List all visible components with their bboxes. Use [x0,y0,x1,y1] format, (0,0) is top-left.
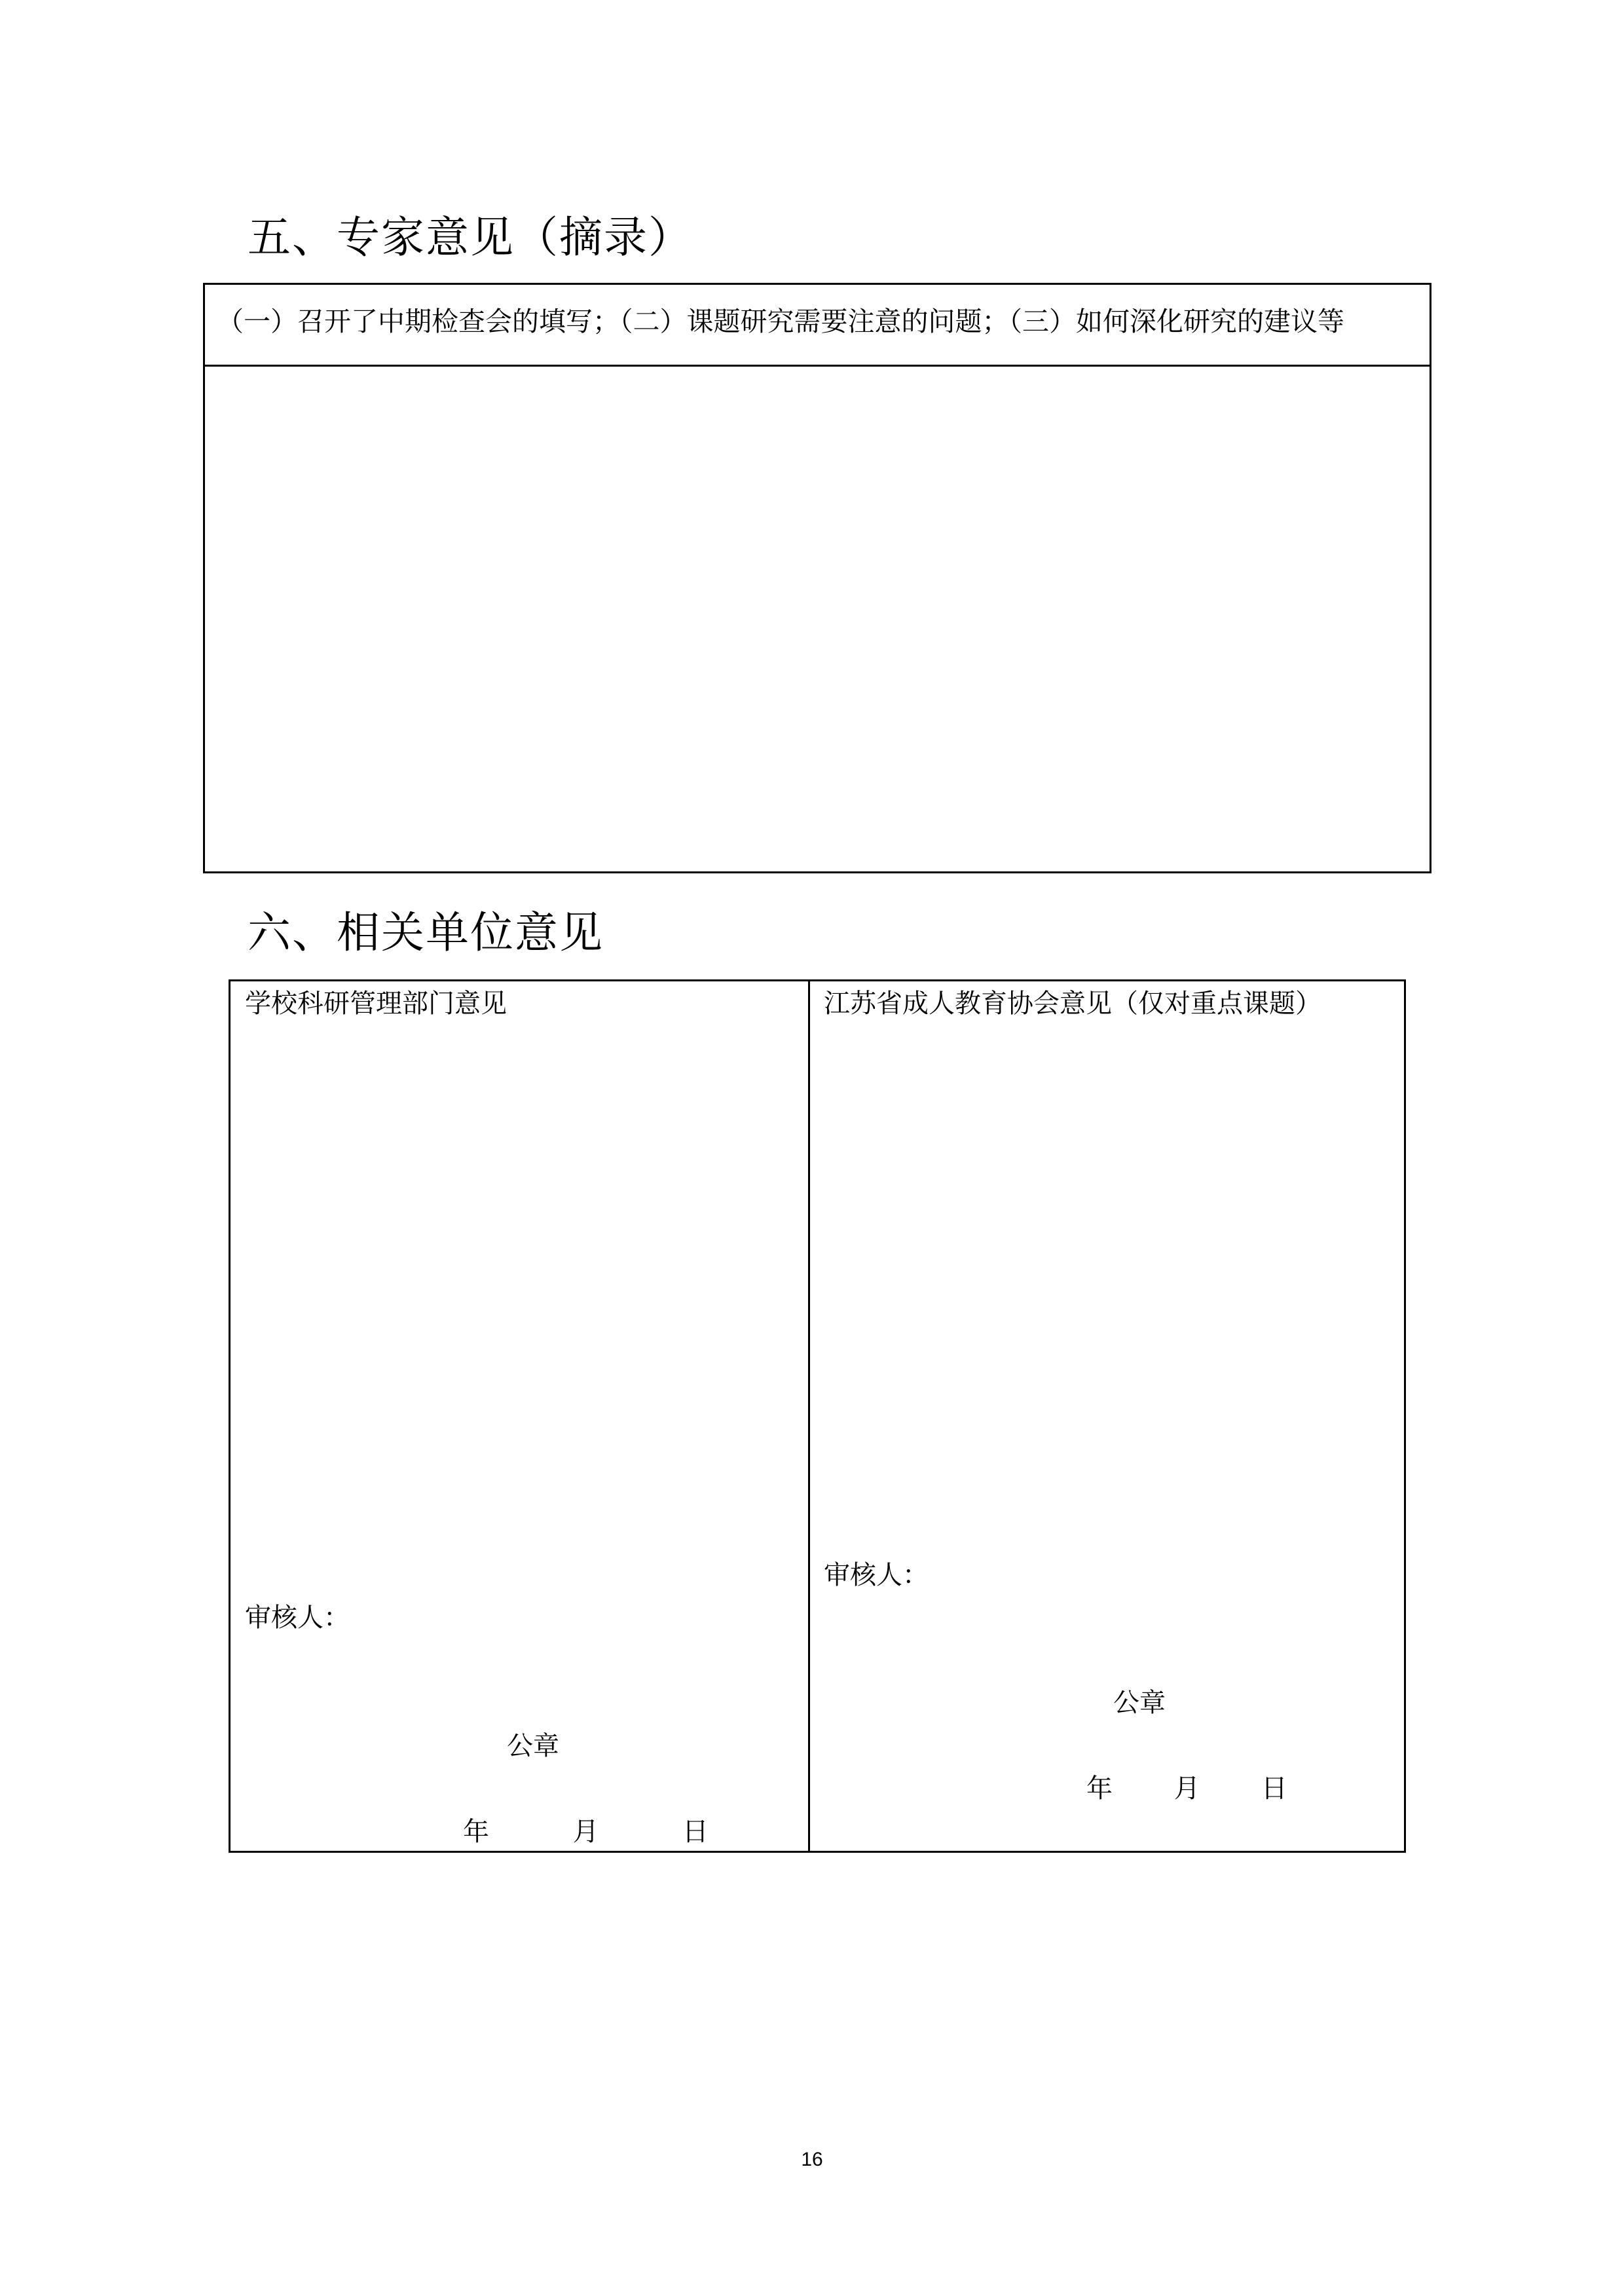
expert-opinion-field[interactable] [205,367,1430,871]
expert-instructions-row [205,285,1430,367]
school-date-line [463,1819,709,1845]
school-date-year: 年 [463,1817,489,1847]
section-6-heading: 六、相关单位意见 [248,907,604,958]
association-seal-label: 公章 [1113,1688,1166,1718]
school-date-month: 月 [572,1817,599,1847]
school-reviewer-label: 审核人： [245,1603,350,1633]
association-date-year: 年 [1086,1774,1113,1804]
related-units-table [229,979,1406,1853]
association-reviewer-label: 审核人： [824,1560,929,1590]
school-date-day: 日 [682,1817,709,1847]
section-5-heading: 五、专家意见（摘录） [248,212,693,263]
association-date-line [1086,1776,1287,1802]
expert-opinion-table [203,283,1431,873]
association-date-day: 日 [1261,1774,1287,1804]
school-opinion-title: 学校科研管理部门意见 [245,989,507,1019]
column-divider [808,981,810,1851]
association-date-month: 月 [1173,1774,1200,1804]
expert-instructions-text: （一）召开了中期检查会的填写；（二）课题研究需要注意的问题；（三）如何深化研究的建议等 [217,306,1344,337]
school-seal-label: 公章 [507,1731,559,1761]
association-opinion-title: 江苏省成人教育协会意见（仅对重点课题） [824,989,1321,1019]
page-number: 16 [801,2149,823,2170]
